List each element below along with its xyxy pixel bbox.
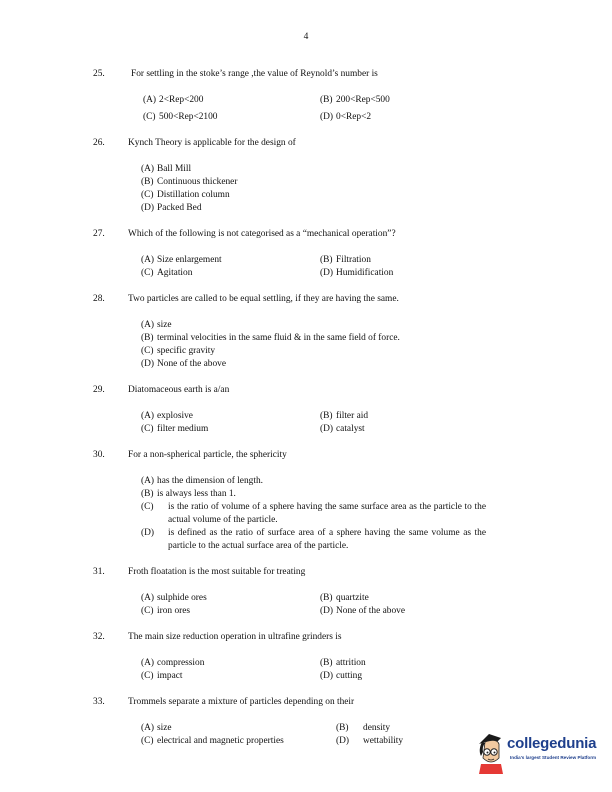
- option-text: Filtration: [336, 255, 371, 265]
- question-number: 27.: [93, 229, 105, 239]
- option-label: (B): [141, 489, 154, 499]
- option-a: [141, 321, 172, 330]
- option-d: [320, 607, 405, 616]
- option-label: (C): [141, 346, 154, 356]
- option-b: [141, 334, 400, 343]
- option-text: None of the above: [336, 606, 405, 616]
- option-c: [141, 607, 190, 616]
- option-label: (A): [141, 164, 155, 174]
- option-label: (B): [141, 177, 154, 187]
- option-c: [141, 737, 284, 746]
- option-a: [141, 477, 263, 486]
- option-text: density: [363, 723, 391, 733]
- option-label: (D): [320, 268, 334, 278]
- option-text: None of the above: [157, 359, 226, 369]
- option-label: (C): [141, 424, 154, 434]
- option-label: (A): [141, 593, 155, 603]
- option-label: (C): [141, 268, 154, 278]
- option-label: (B): [320, 411, 333, 421]
- option-c: [141, 425, 208, 434]
- option-label: (D): [141, 203, 155, 213]
- option-text: 2<Rep<200: [159, 95, 204, 105]
- option-label: (A): [141, 476, 155, 486]
- option-b: [320, 659, 366, 668]
- option-d: [141, 204, 202, 213]
- question-number: 33.: [93, 697, 105, 707]
- option-a: [141, 256, 222, 265]
- option-a: [141, 724, 172, 733]
- option-c: [141, 672, 183, 681]
- question-number: 31.: [93, 567, 105, 577]
- option-label: (B): [320, 95, 333, 105]
- option-b: [320, 256, 371, 265]
- option-c: [141, 269, 192, 278]
- option-d: [320, 113, 371, 122]
- page-number: 4: [303, 32, 309, 42]
- option-c: [143, 113, 218, 122]
- option-c: [141, 501, 486, 526]
- question-number: 29.: [93, 385, 105, 395]
- option-label: (B): [336, 723, 349, 733]
- question-text: Two particles are called to be equal settling, if they are having the same.: [128, 294, 399, 304]
- option-d: [320, 425, 365, 434]
- option-label: (A): [141, 255, 155, 265]
- option-label: (A): [141, 658, 155, 668]
- option-text: is defined as the ratio of surface area of a sphere having the same volume as the particle to the actual surface area of the particle.: [168, 528, 486, 551]
- option-text: filter medium: [157, 424, 209, 434]
- option-label: (B): [141, 333, 154, 343]
- option-text: Ball Mill: [157, 164, 192, 174]
- option-text: size: [157, 723, 172, 733]
- option-label: (D): [320, 606, 334, 616]
- option-label: (A): [143, 95, 157, 105]
- option-label: (B): [320, 255, 333, 265]
- option-text: has the dimension of length.: [157, 476, 263, 486]
- question-number: 32.: [93, 632, 105, 642]
- option-b: [320, 412, 368, 421]
- option-text: 200<Rep<500: [336, 95, 390, 105]
- option-text: specific gravity: [157, 346, 216, 356]
- option-label: (C): [141, 190, 154, 200]
- option-label: (A): [141, 320, 155, 330]
- option-label: (C): [141, 736, 154, 746]
- option-label: (D): [141, 528, 155, 538]
- question-text: For settling in the stoke’s range ,the value of Reynold’s number is: [131, 69, 378, 79]
- question-text: For a non-spherical particle, the sphericity: [128, 450, 287, 460]
- option-d: [336, 737, 403, 746]
- option-d: [141, 527, 486, 552]
- option-label: (C): [143, 112, 156, 122]
- logo-wordmark: collegedunia: [507, 735, 597, 752]
- question-number: 30.: [93, 450, 105, 460]
- option-a: [143, 96, 203, 105]
- question-text: Kynch Theory is applicable for the design of: [128, 138, 296, 148]
- option-text: Agitation: [157, 268, 193, 278]
- option-label: (D): [141, 359, 155, 369]
- logo-tagline: India's largest Student Review Platform: [510, 755, 597, 760]
- question-text: Froth floatation is the most suitable for treating: [128, 567, 306, 577]
- option-d: [320, 269, 393, 278]
- option-text: Humidification: [336, 268, 394, 278]
- option-a: [141, 659, 204, 668]
- option-a: [141, 412, 193, 421]
- option-text: impact: [157, 671, 183, 681]
- option-b: [336, 724, 390, 733]
- option-a: [141, 165, 191, 174]
- option-label: (D): [320, 424, 334, 434]
- option-text: is the ratio of volume of a sphere having the same surface area as the particle to the actual volume of the particle.: [168, 502, 486, 525]
- option-label: (C): [141, 606, 154, 616]
- option-text: iron ores: [157, 606, 191, 616]
- option-label: (A): [141, 411, 155, 421]
- option-label: (C): [141, 502, 154, 512]
- option-text: Packed Bed: [157, 203, 202, 213]
- student-mascot-icon: [473, 728, 511, 774]
- option-label: (D): [320, 112, 334, 122]
- option-text: explosive: [157, 411, 193, 421]
- option-text: compression: [157, 658, 205, 668]
- option-text: filter aid: [336, 411, 369, 421]
- option-a: [141, 594, 207, 603]
- option-text: catalyst: [336, 424, 365, 434]
- option-text: is always less than 1.: [157, 489, 236, 499]
- option-label: (C): [141, 671, 154, 681]
- option-label: (D): [320, 671, 334, 681]
- option-label: (A): [141, 723, 155, 733]
- question-text: Diatomaceous earth is a/an: [128, 385, 230, 395]
- option-b: [141, 178, 237, 187]
- option-text: size: [157, 320, 172, 330]
- question-number: 25.: [93, 69, 105, 79]
- option-text: cutting: [336, 671, 363, 681]
- option-c: [141, 191, 230, 200]
- collegedunia-logo: [473, 728, 612, 774]
- option-text: sulphide ores: [157, 593, 207, 603]
- option-text: quartzite: [336, 593, 369, 603]
- option-text: terminal velocities in the same fluid & in the same field of force.: [157, 333, 400, 343]
- option-b: [141, 490, 236, 499]
- option-d: [320, 672, 362, 681]
- option-label: (B): [320, 658, 333, 668]
- option-text: Continuous thickener: [157, 177, 238, 187]
- question-number: 26.: [93, 138, 105, 148]
- option-b: [320, 96, 390, 105]
- question-text: The main size reduction operation in ultrafine grinders is: [128, 632, 342, 642]
- option-label: (B): [320, 593, 333, 603]
- question-text: Which of the following is not categorised as a “mechanical operation”?: [128, 229, 396, 239]
- option-text: electrical and magnetic properties: [157, 736, 284, 746]
- option-text: wettability: [363, 736, 404, 746]
- option-label: (D): [336, 736, 350, 746]
- option-c: [141, 347, 215, 356]
- option-text: attrition: [336, 658, 366, 668]
- option-d: [141, 360, 226, 369]
- question-number: 28.: [93, 294, 105, 304]
- option-text: Size enlargement: [157, 255, 222, 265]
- option-text: 0<Rep<2: [336, 112, 372, 122]
- question-text: Trommels separate a mixture of particles depending on their: [128, 697, 355, 707]
- option-text: 500<Rep<2100: [159, 112, 218, 122]
- option-text: Distillation column: [157, 190, 230, 200]
- option-b: [320, 594, 369, 603]
